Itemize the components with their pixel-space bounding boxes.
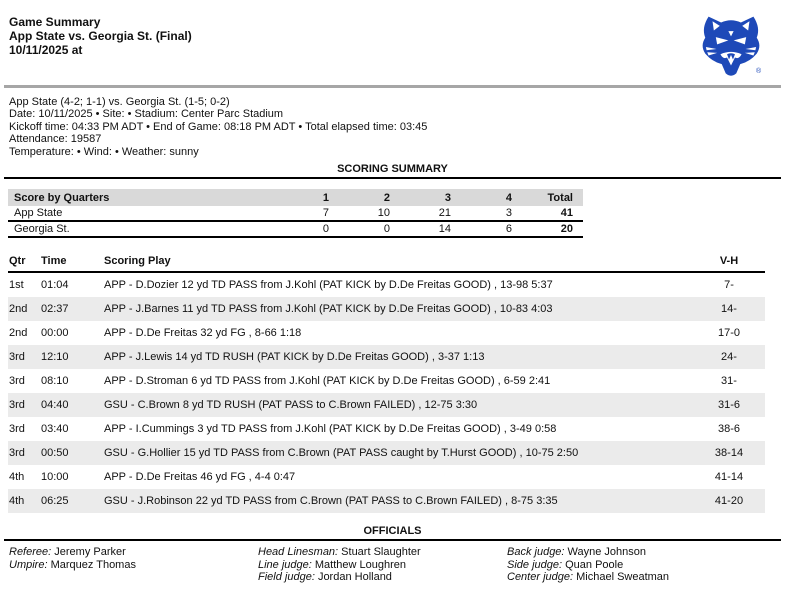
total-score: 20: [560, 223, 573, 235]
official-entry: [507, 546, 669, 559]
team-name: App State: [14, 207, 63, 219]
play-qtr: 2nd: [9, 303, 28, 315]
score-by-quarters-table: [8, 189, 583, 238]
play-qtr: 4th: [9, 471, 25, 483]
page-title: Game Summary: [9, 15, 101, 29]
official-entry: [258, 559, 421, 572]
info-line-weather: Temperature: • Wind: • Weather: sunny: [9, 145, 199, 158]
plays-header-play: Scoring Play: [104, 254, 171, 267]
play-description: APP - D.De Freitas 32 yd FG , 8-66 1:18: [104, 327, 302, 339]
play-time: 00:50: [41, 447, 69, 459]
officials-column: [9, 546, 136, 571]
play-time: 03:40: [41, 423, 69, 435]
quarters-header-q4: 4: [505, 191, 512, 204]
play-description: GSU - G.Hollier 15 yd TD PASS from C.Brown (PAT PASS caught by T.Hurst GOOD) , 10-75 2:50: [104, 447, 579, 459]
official-name: Marquez Thomas: [50, 558, 136, 571]
table-row: [8, 345, 765, 369]
table-row: [8, 417, 765, 441]
game-date: 10/11/2025 at: [9, 43, 83, 57]
info-line-teams: App State (4-2; 1-1) vs. Georgia St. (1-5; 0-2): [9, 96, 230, 108]
play-qtr: 3rd: [9, 423, 25, 435]
play-description: APP - D.Stroman 6 yd TD PASS from J.Kohl (PAT KICK by D.De Freitas GOOD) , 6-59 2:41: [104, 375, 551, 387]
play-time: 02:37: [41, 303, 69, 315]
play-description: APP - I.Cummings 3 yd TD PASS from J.Kohl (PAT KICK by D.De Freitas GOOD) , 3-49 0:58: [104, 423, 557, 435]
table-row: [8, 297, 765, 321]
play-score: 7-: [724, 279, 734, 291]
scoring-plays-table: [8, 250, 765, 513]
play-qtr: 4th: [9, 495, 25, 507]
info-line-attendance: Attendance: 19587: [9, 133, 102, 146]
georgia-state-panther-icon: [698, 8, 764, 82]
q1-score: 7: [322, 207, 329, 219]
play-time: 06:25: [41, 495, 69, 507]
official-role: Field judge:: [258, 571, 315, 584]
team-name: Georgia St.: [14, 223, 70, 235]
play-qtr: 3rd: [9, 447, 25, 459]
play-score: 38-14: [714, 447, 744, 459]
q2-score: 10: [377, 207, 390, 219]
q1-score: 0: [322, 223, 329, 235]
q2-score: 0: [383, 223, 390, 235]
table-row: [8, 489, 765, 513]
table-row: [8, 441, 765, 465]
official-name: Michael Sweatman: [576, 571, 670, 584]
play-score: 24-: [721, 351, 737, 363]
play-score: 38-6: [717, 423, 741, 435]
table-row: [8, 321, 765, 345]
quarters-header-row: [8, 189, 583, 206]
play-qtr: 3rd: [9, 351, 25, 363]
official-name: Quan Poole: [565, 558, 624, 571]
official-name: Jeremy Parker: [54, 546, 126, 558]
play-time: 12:10: [41, 351, 69, 363]
play-score: 41-14: [714, 471, 744, 483]
play-qtr: 2nd: [9, 327, 28, 339]
play-time: 00:00: [41, 327, 69, 339]
official-role: Head Linesman:: [258, 546, 339, 558]
table-row: [8, 369, 765, 393]
table-row: [8, 393, 765, 417]
report-header: [9, 15, 192, 57]
table-row: [8, 273, 765, 297]
play-time: 08:10: [41, 375, 69, 387]
scoring-summary-title: SCORING SUMMARY: [4, 163, 781, 179]
table-row: [8, 222, 583, 238]
official-role: Side judge:: [507, 558, 563, 571]
q4-score: 3: [505, 207, 512, 219]
play-score: 17-0: [717, 327, 741, 339]
play-score: 14-: [721, 303, 737, 315]
play-time: 10:00: [41, 471, 69, 483]
play-score: 31-6: [717, 399, 741, 411]
officials-column: [258, 546, 421, 584]
official-entry: [9, 559, 136, 572]
official-entry: [9, 546, 136, 559]
plays-header-time: Time: [41, 254, 67, 267]
quarters-header-q3: 3: [444, 191, 451, 204]
quarters-header-q2: 2: [383, 191, 390, 204]
play-description: GSU - C.Brown 8 yd TD RUSH (PAT PASS to C.Brown FAILED) , 12-75 3:30: [104, 399, 478, 411]
plays-header-qtr: Qtr: [9, 254, 26, 267]
quarters-header-label: Score by Quarters: [14, 191, 110, 204]
official-name: Jordan Holland: [317, 571, 392, 584]
official-role: Umpire:: [9, 558, 48, 571]
official-role: Center judge:: [507, 571, 574, 584]
official-entry: [507, 559, 669, 572]
header-divider: [4, 85, 781, 88]
official-entry: [507, 571, 669, 584]
official-name: Matthew Loughren: [314, 558, 407, 571]
plays-header-row: [8, 250, 765, 273]
info-line-date-site: Date: 10/11/2025 • Site: • Stadium: Center Parc Stadium: [9, 108, 284, 121]
play-time: 01:04: [41, 279, 69, 291]
official-role: Line judge:: [258, 558, 312, 571]
plays-header-vh: V-H: [719, 254, 739, 267]
matchup-title: App State vs. Georgia St. (Final): [9, 29, 192, 43]
play-score: 31-: [721, 375, 737, 387]
official-role: Back judge:: [507, 546, 565, 558]
official-entry: [258, 571, 421, 584]
quarters-header-total: Total: [547, 191, 573, 204]
official-name: Stuart Slaughter: [341, 546, 421, 558]
officials-title: OFFICIALS: [4, 525, 781, 541]
official-role: Referee:: [9, 546, 52, 558]
play-qtr: 3rd: [9, 399, 25, 411]
officials-column: [507, 546, 669, 584]
q4-score: 6: [505, 223, 512, 235]
play-description: APP - D.Dozier 12 yd TD PASS from J.Kohl (PAT KICK by D.De Freitas GOOD) , 13-98 5:37: [104, 279, 553, 291]
total-score: 41: [560, 207, 573, 219]
play-description: GSU - J.Robinson 22 yd TD PASS from C.Brown (PAT PASS to C.Brown FAILED) , 8-75 3:35: [104, 495, 558, 507]
play-qtr: 3rd: [9, 375, 25, 387]
play-qtr: 1st: [9, 279, 24, 291]
official-entry: [258, 546, 421, 559]
game-info-block: [9, 96, 427, 158]
play-description: APP - J.Barnes 11 yd TD PASS from J.Kohl (PAT KICK by D.De Freitas GOOD) , 10-83 4:03: [104, 303, 553, 315]
play-time: 04:40: [41, 399, 69, 411]
q3-score: 21: [438, 207, 451, 219]
play-score: 41-20: [714, 495, 744, 507]
table-row: [8, 206, 583, 222]
table-row: [8, 465, 765, 489]
info-line-kickoff: Kickoff time: 04:33 PM ADT • End of Game: 08:18 PM ADT • Total elapsed time: 03:45: [9, 120, 428, 133]
official-name: Wayne Johnson: [567, 546, 647, 558]
trademark-symbol: ®: [756, 68, 762, 75]
play-description: APP - D.De Freitas 46 yd FG , 4-4 0:47: [104, 471, 296, 483]
play-description: APP - J.Lewis 14 yd TD RUSH (PAT KICK by D.De Freitas GOOD) , 3-37 1:13: [104, 351, 485, 363]
q3-score: 14: [438, 223, 451, 235]
quarters-header-q1: 1: [322, 191, 329, 204]
